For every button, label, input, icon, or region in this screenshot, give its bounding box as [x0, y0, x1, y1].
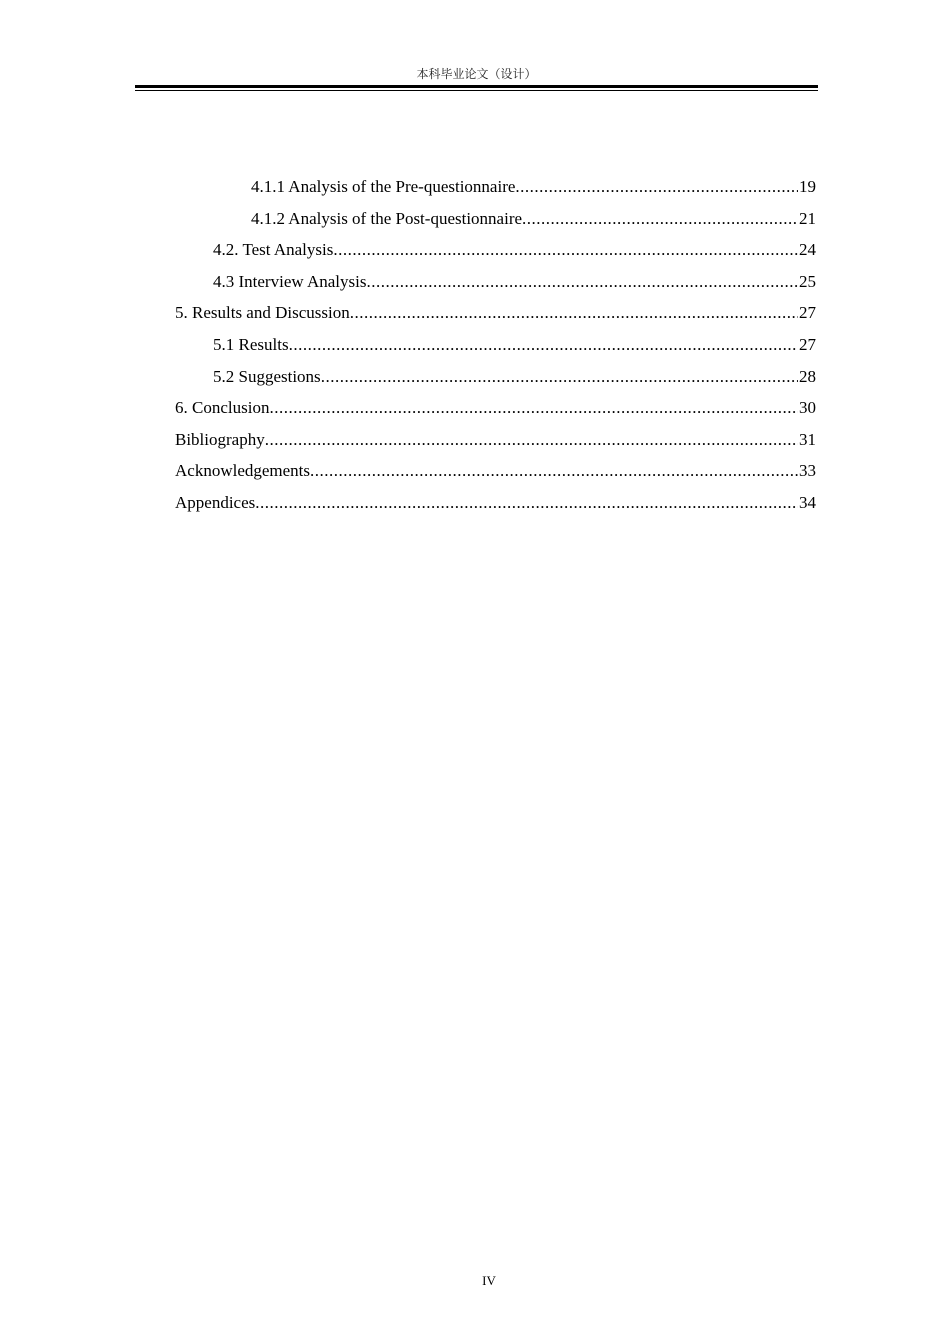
toc-entry-title: 6. Conclusion — [175, 398, 270, 418]
toc-entry-page: 34 — [799, 492, 816, 512]
page-number: IV — [482, 1273, 496, 1288]
toc-entry-page: 25 — [799, 271, 816, 291]
toc-entry-page: 27 — [799, 334, 816, 354]
toc-entry[interactable] — [175, 203, 816, 235]
toc-dot-leader — [333, 234, 798, 266]
toc-entry-title: Bibliography — [175, 429, 265, 449]
toc-dot-leader — [265, 424, 798, 456]
toc-dot-leader — [515, 171, 798, 203]
running-header: 本科毕业论文（设计） — [416, 67, 537, 81]
toc-entry-title: 5. Results and Discussion — [175, 303, 350, 323]
toc-dot-leader — [310, 455, 798, 487]
toc-dot-leader — [255, 487, 798, 519]
header-rule — [135, 85, 818, 88]
toc-dot-leader — [289, 329, 798, 361]
toc-entry-page: 28 — [799, 366, 816, 386]
toc-entry[interactable] — [175, 329, 816, 361]
toc-entry-title: Appendices — [175, 492, 256, 512]
toc-entry[interactable] — [175, 455, 816, 487]
toc-entry[interactable] — [175, 266, 816, 298]
toc-dot-leader — [269, 392, 798, 424]
toc-entry-title: Acknowledgements — [175, 461, 311, 481]
toc-entry-page: 19 — [799, 177, 816, 196]
toc-entry-page: 24 — [799, 240, 816, 260]
toc-entry-title: 4.1.2 Analysis of the Post-questionnaire — [251, 208, 523, 228]
toc-entry[interactable] — [175, 392, 816, 424]
toc-entry[interactable] — [175, 171, 816, 203]
toc-entry-page: 31 — [799, 429, 816, 449]
toc-dot-leader — [350, 297, 798, 329]
toc-entry[interactable] — [175, 424, 816, 456]
toc-dot-leader — [522, 203, 798, 235]
toc-entry-title: 5.2 Suggestions — [213, 366, 321, 386]
toc-entry-title: 4.3 Interview Analysis — [213, 271, 367, 291]
toc-entry[interactable] — [175, 297, 816, 329]
toc-entry-page: 30 — [799, 398, 816, 418]
toc-entry[interactable] — [175, 361, 816, 393]
toc-entry-page: 27 — [799, 303, 816, 323]
toc-entry-title: 5.1 Results — [213, 334, 289, 354]
toc-entry-page: 21 — [799, 208, 816, 228]
table-of-contents — [175, 171, 816, 519]
toc-entry-page: 33 — [799, 461, 816, 481]
toc-entry[interactable] — [175, 234, 816, 266]
toc-entry[interactable] — [175, 487, 816, 519]
header-rule-thin — [135, 90, 818, 91]
toc-dot-leader — [366, 266, 798, 298]
toc-dot-leader — [321, 361, 798, 393]
toc-entry-title: 4.2. Test Analysis — [213, 240, 334, 260]
toc-entry-title: 4.1.1 Analysis of the Pre-questionnaire — [251, 177, 516, 196]
